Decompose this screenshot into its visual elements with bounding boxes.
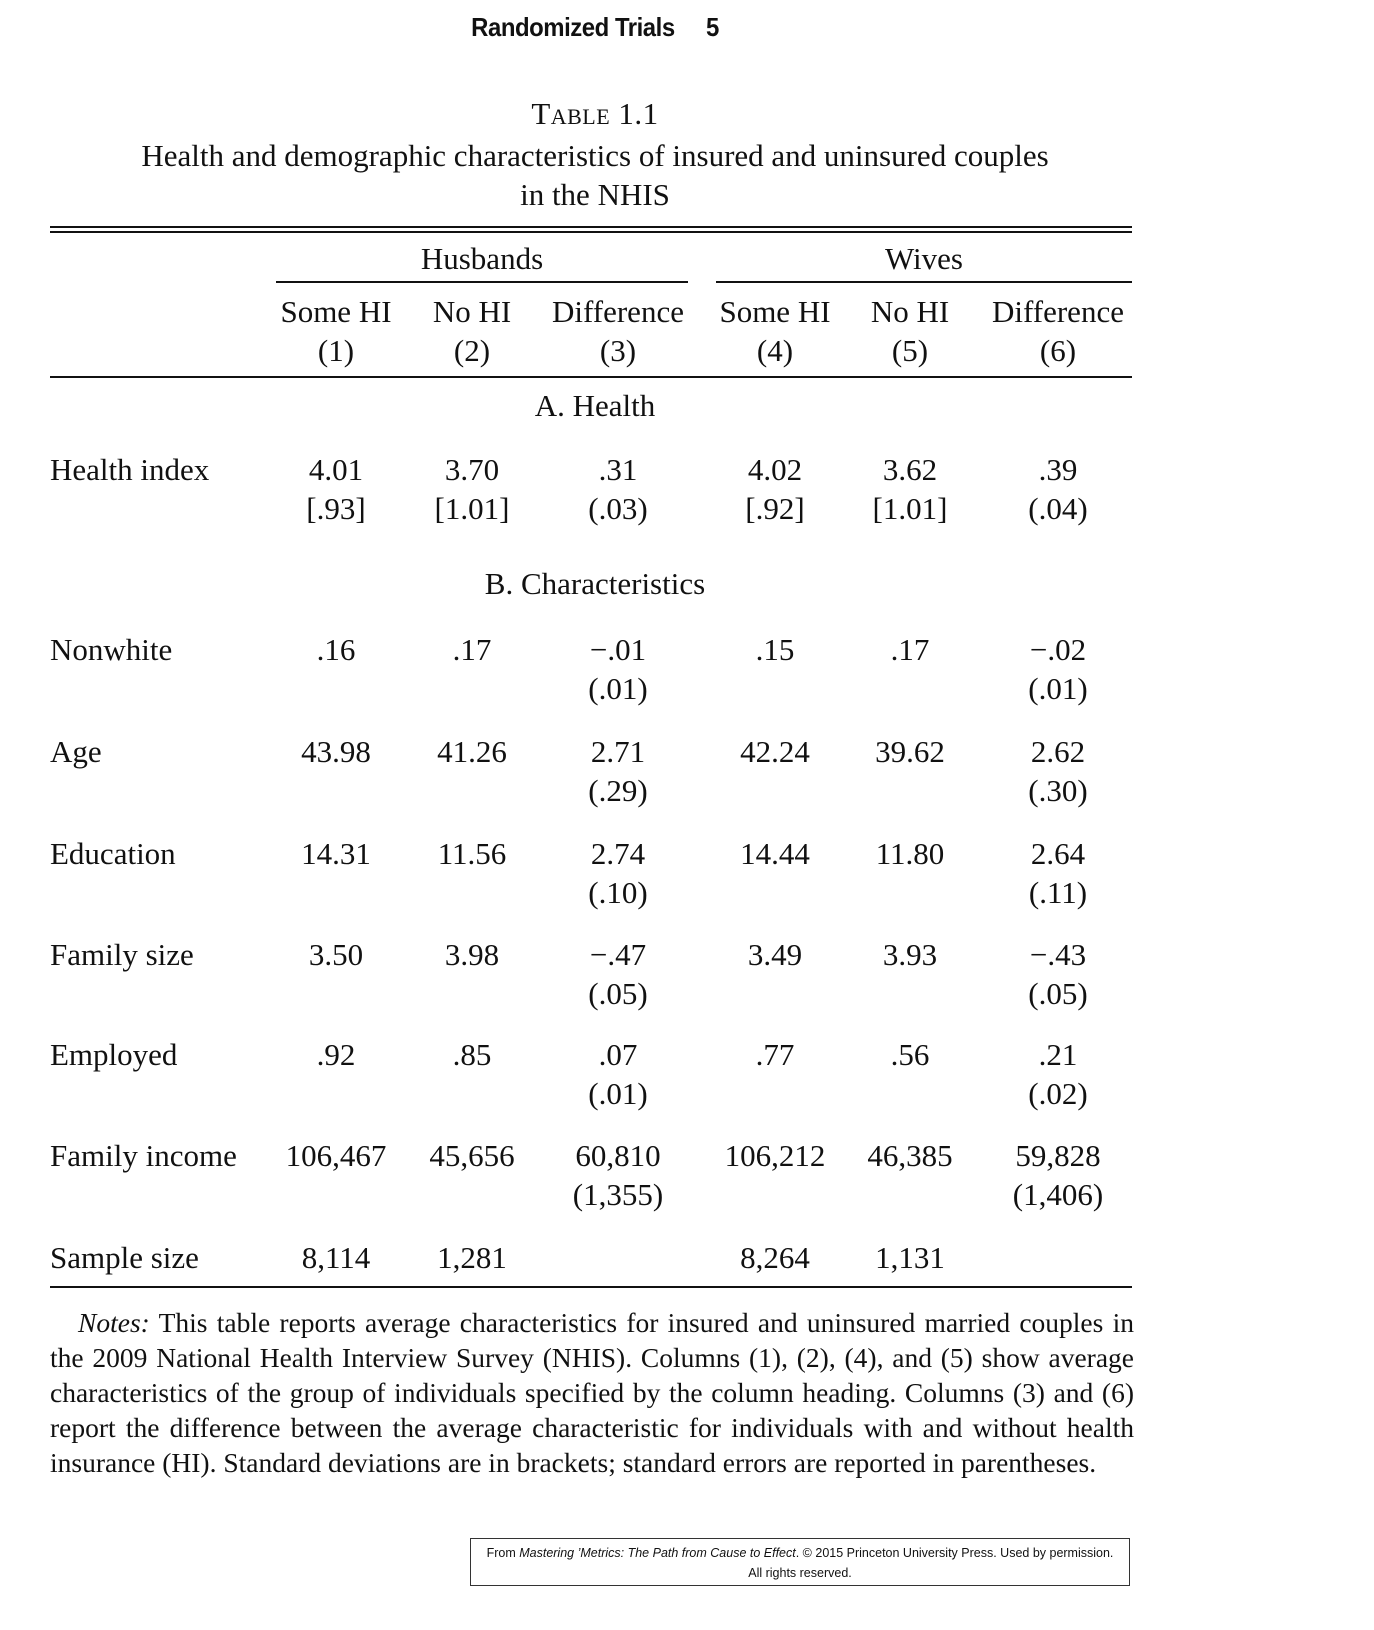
table-cell-value: 59,828 <box>1015 1138 1101 1173</box>
section-b-label: B. Characteristics <box>484 566 706 601</box>
column-header-number: (6) <box>1039 333 1077 368</box>
row-label: Family size <box>50 937 194 972</box>
table-cell-value: .85 <box>452 1037 492 1072</box>
row-label: Nonwhite <box>50 632 173 667</box>
table-cell-value: −.43 <box>1029 937 1087 972</box>
table-cell-value: 43.98 <box>301 734 371 769</box>
table-cell-value: 45,656 <box>429 1138 515 1173</box>
bottom-rule <box>50 1286 1132 1288</box>
column-header-name: Some HI <box>719 294 831 329</box>
table-cell-error: (1,406) <box>1012 1177 1104 1212</box>
column-header-number: (4) <box>756 333 794 368</box>
table-cell-value: .56 <box>890 1037 930 1072</box>
column-header-number: (5) <box>891 333 929 368</box>
table-cell-value: 2.62 <box>1030 734 1086 769</box>
table-cell-value: 41.26 <box>437 734 507 769</box>
table-cell-error: (.29) <box>588 773 648 808</box>
table-caption: Health and demographic characteristics of insured and uninsured couples in the NHIS <box>141 138 1049 212</box>
table-cell-value: 3.49 <box>747 937 803 972</box>
row-label: Family income <box>50 1138 237 1173</box>
table-cell-value: −.02 <box>1029 632 1087 667</box>
table-notes <box>50 1305 1134 1480</box>
table-cell-error: [.92] <box>745 491 805 526</box>
table-cell-error: [.93] <box>306 491 366 526</box>
table-cell-error: (.04) <box>1028 491 1088 526</box>
column-header-number: (2) <box>453 333 491 368</box>
table-cell-value: 1,131 <box>875 1240 945 1275</box>
permission-book-title: Mastering ’Metrics: The Path from Cause to Effect <box>519 1546 796 1560</box>
table-cell-error: (.10) <box>588 875 648 910</box>
table-cell-value: 3.62 <box>882 452 938 487</box>
table-cell-error: (.30) <box>1028 773 1088 808</box>
table-cell-value: 4.02 <box>747 452 803 487</box>
table-cell-value: 39.62 <box>875 734 945 769</box>
row-label: Health index <box>50 452 210 487</box>
table-label: Table 1.1 <box>531 96 659 131</box>
table-cell-error: (.02) <box>1028 1076 1088 1111</box>
column-header-name: No HI <box>870 294 950 329</box>
permission-suffix: . © 2015 Princeton University Press. Used by permission. <box>795 1546 1114 1560</box>
page-number: 5 <box>705 12 719 42</box>
row-label: Sample size <box>50 1240 199 1275</box>
column-header-number: (1) <box>317 333 355 368</box>
table-cell-value: .07 <box>598 1037 638 1072</box>
table-cell-value: 2.74 <box>590 836 646 871</box>
table-cell-value: 14.31 <box>301 836 371 871</box>
table-cell-value: .17 <box>452 632 492 667</box>
table-cell-value: 42.24 <box>740 734 810 769</box>
column-header-name: Difference <box>992 294 1124 329</box>
column-header-number: (3) <box>599 333 637 368</box>
notes-text: This table reports average characteristics for insured and uninsured married couples in the 2009 National Health Interview Survey (NHIS). Columns (1), (2), (4), and (5) show average characteristics of the group of individuals specified by the column heading. Columns (3) and (6) report the difference between the average characteristic for individuals with and without health insurance (HI). Standard deviations are in brackets; standard errors are reported in parentheses. <box>50 1307 1134 1478</box>
notes-label: Notes: <box>78 1307 150 1338</box>
table-cell-value: 8,264 <box>740 1240 810 1275</box>
table-cell-error: (.01) <box>588 1076 648 1111</box>
table-cell-value: 11.80 <box>875 836 945 871</box>
table-cell-value: .21 <box>1038 1037 1078 1072</box>
top-rule <box>50 226 1132 228</box>
table-cell-value: .31 <box>598 452 638 487</box>
table-cell-error: (.01) <box>1028 671 1088 706</box>
group-wives: Wives <box>885 241 963 276</box>
column-header-name: No HI <box>432 294 512 329</box>
permission-prefix: From <box>486 1546 516 1560</box>
table-cell-value: 46,385 <box>867 1138 953 1173</box>
column-header-name: Difference <box>552 294 684 329</box>
table-cell-value: 106,212 <box>724 1138 826 1173</box>
row-label: Education <box>50 836 176 871</box>
permission-box <box>470 1538 1130 1586</box>
table-cell-error: (.05) <box>588 976 648 1011</box>
table-cell-value: 1,281 <box>437 1240 507 1275</box>
table-cell-value: −.01 <box>589 632 647 667</box>
table-cell-value: .39 <box>1038 452 1078 487</box>
section-a-label: A. Health <box>534 388 656 423</box>
running-header-title: Randomized Trials <box>471 12 675 42</box>
table-cell-value: .15 <box>755 632 795 667</box>
table-cell-value: .16 <box>316 632 356 667</box>
table-cell-value: −.47 <box>589 937 647 972</box>
group-husbands: Husbands <box>420 241 544 276</box>
table-cell-value: 8,114 <box>301 1240 371 1275</box>
header-bottom-rule <box>50 376 1132 378</box>
table-cell-error: (.05) <box>1028 976 1088 1011</box>
table-cell-error: (1,355) <box>572 1177 664 1212</box>
table-cell-value: 3.70 <box>444 452 500 487</box>
wives-rule <box>716 281 1132 283</box>
husbands-rule <box>276 281 688 283</box>
table-cell-value: 3.98 <box>444 937 500 972</box>
table-cell-value: .77 <box>755 1037 795 1072</box>
table-cell-value: 2.71 <box>590 734 646 769</box>
row-label: Employed <box>50 1037 178 1072</box>
table-cell-value: 60,810 <box>575 1138 661 1173</box>
table-cell-error: [1.01] <box>434 491 510 526</box>
table-cell-value: 106,467 <box>285 1138 387 1173</box>
table-cell-value: 2.64 <box>1030 836 1086 871</box>
table-cell-error: (.01) <box>588 671 648 706</box>
table-cell-error: [1.01] <box>872 491 948 526</box>
permission-line2: All rights reserved. <box>748 1566 852 1580</box>
row-label: Age <box>50 734 102 769</box>
running-header <box>48 12 1143 43</box>
table-cell-value: 4.01 <box>308 452 364 487</box>
table-cell-error: (.11) <box>1028 875 1088 910</box>
table-cell-error: (.03) <box>588 491 648 526</box>
table-cell-value: .92 <box>316 1037 356 1072</box>
table-cell-value: 14.44 <box>740 836 810 871</box>
table-cell-value: .17 <box>890 632 930 667</box>
column-header-name: Some HI <box>280 294 392 329</box>
table-cell-value: 3.50 <box>308 937 364 972</box>
table-cell-value: 3.93 <box>882 937 938 972</box>
top-rule-2 <box>50 231 1132 233</box>
table-cell-value: 11.56 <box>437 836 507 871</box>
